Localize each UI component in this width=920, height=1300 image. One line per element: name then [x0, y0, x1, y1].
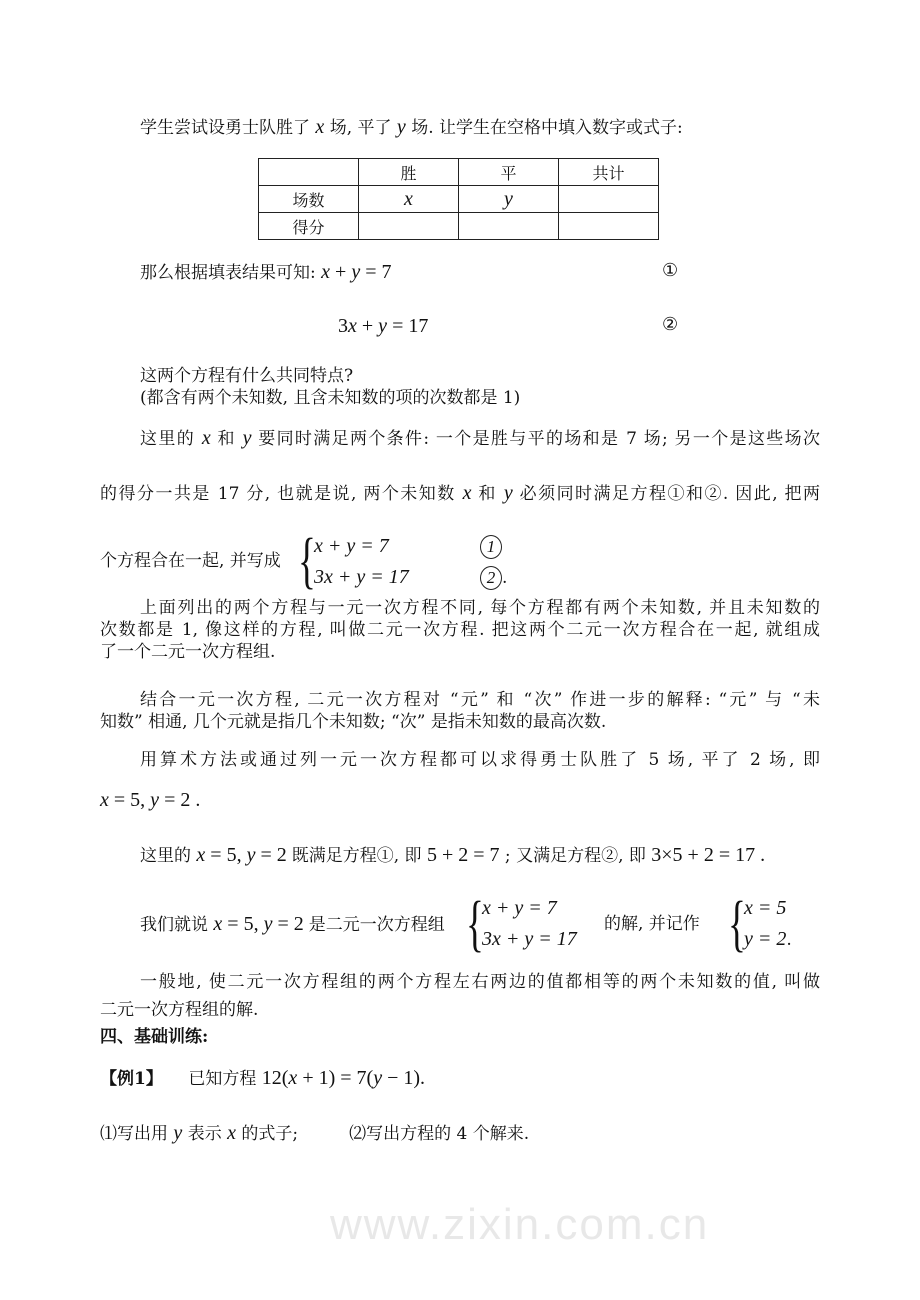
paragraph-line	[140, 426, 820, 450]
text-segment: 和	[210, 429, 243, 449]
text-segment: 是二元一次方程组	[308, 915, 445, 935]
text-segment: 这里的	[140, 429, 202, 449]
text-segment: 了一个二元一次方程组.	[100, 642, 276, 662]
answer-line	[140, 386, 520, 410]
text-segment: 场. 让学生在空格中填入数字或式子:	[405, 118, 683, 138]
system-equation	[314, 562, 507, 593]
math-variable: x	[100, 789, 109, 811]
text-segment: 上面列出的两个方程与一元一次方程不同, 每个方程都有两个未知数, 并且未知数的	[140, 598, 820, 618]
math-expression: = 7	[360, 261, 392, 283]
math-variable: x	[315, 116, 325, 138]
math-variable: y	[396, 116, 406, 138]
period: .	[786, 930, 792, 950]
equation-2-line	[338, 314, 428, 338]
table-cell	[459, 213, 559, 240]
math-variable: x	[288, 1067, 298, 1089]
math-variable: x	[348, 315, 357, 337]
text-segment: 已知方程	[154, 1069, 262, 1089]
circled-2: 2	[480, 566, 502, 590]
solution-line	[100, 788, 200, 812]
text-segment: 二元一次方程组的解.	[100, 1000, 259, 1020]
equation-2-marker: ②	[662, 314, 679, 335]
text-segment: 的式子; ⑵写出方程的 4 个解来.	[236, 1124, 530, 1144]
row-label: 场数	[259, 186, 359, 213]
math-variable: x	[227, 1122, 236, 1144]
solution-system	[744, 893, 792, 955]
text-segment: 和	[471, 484, 504, 504]
text-segment: 用算术方法或通过列一元一次方程都可以求得勇士队胜了 5 场, 平了 2 场, 即	[140, 750, 820, 770]
system-equation	[314, 531, 507, 562]
paragraph-line	[140, 688, 820, 712]
section-heading	[100, 1025, 208, 1049]
brace-icon: {	[728, 890, 746, 958]
solution-y: y = 2	[744, 928, 787, 950]
table-cell: x	[359, 186, 459, 213]
math-variable: y	[242, 427, 252, 449]
example-line	[100, 1066, 425, 1090]
brace-icon: {	[466, 890, 484, 958]
text-segment: 必须同时满足方程①和②. 因此, 把两	[512, 484, 820, 504]
table-header-cell: 胜	[359, 159, 459, 186]
table-cell	[559, 213, 659, 240]
math-expression: 5 + 2 = 7	[426, 844, 500, 866]
intro-line	[140, 115, 683, 139]
math-variable: y	[373, 1067, 383, 1089]
text-segment: 场, 平了	[324, 118, 397, 138]
math-variable: y	[351, 261, 361, 283]
equation-system	[482, 893, 577, 955]
text-segment: 这两个方程有什么共同特点?	[140, 366, 354, 386]
brace-icon: {	[298, 527, 316, 595]
text-segment: 这里的	[140, 846, 197, 866]
row-label: 得分	[259, 213, 359, 240]
system-eq-2: 3x + y = 17	[314, 566, 409, 588]
table-header-cell	[259, 159, 359, 186]
math-variable: y	[503, 482, 513, 504]
table-cell	[559, 186, 659, 213]
text-segment: 既满足方程①, 即	[291, 846, 427, 866]
system-eq-1: x + y = 7	[482, 897, 557, 919]
math-expression: = 17	[387, 315, 429, 337]
period: .	[502, 568, 508, 588]
equation-1-line	[140, 260, 391, 284]
paragraph-line	[140, 970, 820, 994]
system-eq-2: 3x + y = 17	[482, 928, 577, 950]
score-table	[258, 158, 659, 240]
table-row	[259, 213, 659, 240]
paragraph-line	[100, 481, 820, 505]
math-variable: x	[321, 261, 331, 283]
table-header-cell: 平	[459, 159, 559, 186]
text-segment: 那么根据填表结果可知:	[140, 263, 322, 283]
paragraph-line	[100, 618, 820, 642]
text-segment: 个方程合在一起, 并写成	[100, 551, 281, 571]
math-expression: +	[330, 261, 352, 283]
math-expression: = 5,	[108, 789, 151, 811]
text-segment: (都含有两个未知数, 且含未知数的项的次数都是 1)	[140, 388, 521, 408]
math-variable: x	[213, 913, 223, 935]
table-cell: y	[459, 186, 559, 213]
text-segment: 【例1】	[100, 1069, 155, 1089]
math-expression: 3	[338, 315, 348, 337]
math-variable: x	[196, 844, 206, 866]
question-parts-line	[100, 1121, 529, 1145]
text-segment: 一般地, 使二元一次方程组的两个方程左右两边的值都相等的两个未知数的值, 叫做	[140, 972, 820, 992]
math-variable: x	[201, 427, 211, 449]
equation-system	[314, 531, 507, 593]
text-segment: 我们就说	[140, 915, 214, 935]
paragraph-line	[140, 748, 820, 772]
math-variable: y	[263, 913, 273, 935]
paragraph-line	[100, 998, 258, 1022]
circled-1: 1	[480, 535, 502, 559]
text-segment: 四、基础训练:	[100, 1027, 209, 1047]
table-header-cell: 共计	[559, 159, 659, 186]
text-segment: 知数” 相通, 几个元就是指几个未知数; “次” 是指未知数的最高次数.	[100, 712, 607, 732]
paragraph-line	[140, 596, 820, 620]
math-expression: = 2	[272, 913, 309, 935]
math-expression: = 2 .	[159, 789, 201, 811]
verification-line	[140, 843, 765, 867]
text-segment: ; 又满足方程②, 即	[499, 846, 652, 866]
paragraph-line	[100, 710, 606, 734]
math-expression: + 1) = 7(	[297, 1067, 374, 1089]
question-line	[140, 364, 353, 388]
table-row	[259, 186, 659, 213]
math-expression: +	[356, 315, 379, 337]
table-header-row	[259, 159, 659, 186]
text-segment: 结合一元一次方程, 二元一次方程对 “元” 和 “次” 作进一步的解释: “元” 与 “未	[140, 690, 820, 710]
math-expression: 3×5 + 2 = 17 .	[651, 844, 766, 866]
math-expression: = 5,	[205, 844, 247, 866]
equation-1-marker: ①	[662, 260, 679, 281]
text-segment: 的得分一共是 17 分, 也就是说, 两个未知数	[100, 484, 463, 504]
text-segment: 次数都是 1, 像这样的方程, 叫做二元一次方程. 把这两个二元一次方程合在一起, 就组成	[100, 620, 820, 640]
text-segment: 表示	[182, 1124, 228, 1144]
solution-x: x = 5	[744, 897, 787, 919]
paragraph-line	[140, 912, 445, 936]
solution-label: 的解, 并记作	[604, 914, 700, 934]
text-segment: ⑴写出用	[100, 1124, 174, 1144]
math-variable: y	[150, 789, 160, 811]
text-segment: 学生尝试设勇士队胜了	[140, 118, 316, 138]
table-cell	[359, 213, 459, 240]
paragraph-line	[100, 640, 275, 664]
text-segment: 要同时满足两个条件: 一个是胜与平的场和是 7 场; 另一个是这些场次	[251, 429, 820, 449]
math-variable: y	[173, 1122, 183, 1144]
math-variable: y	[378, 315, 388, 337]
math-variable: y	[246, 844, 256, 866]
math-expression: = 5,	[222, 913, 264, 935]
system-eq-1: x + y = 7	[314, 535, 389, 557]
math-expression: 12(	[261, 1067, 289, 1089]
math-variable: x	[462, 482, 472, 504]
math-expression: = 2	[255, 844, 292, 866]
math-expression: − 1).	[382, 1067, 426, 1089]
paragraph-line	[100, 549, 281, 573]
watermark: www.zixin.com.cn	[330, 1200, 710, 1249]
